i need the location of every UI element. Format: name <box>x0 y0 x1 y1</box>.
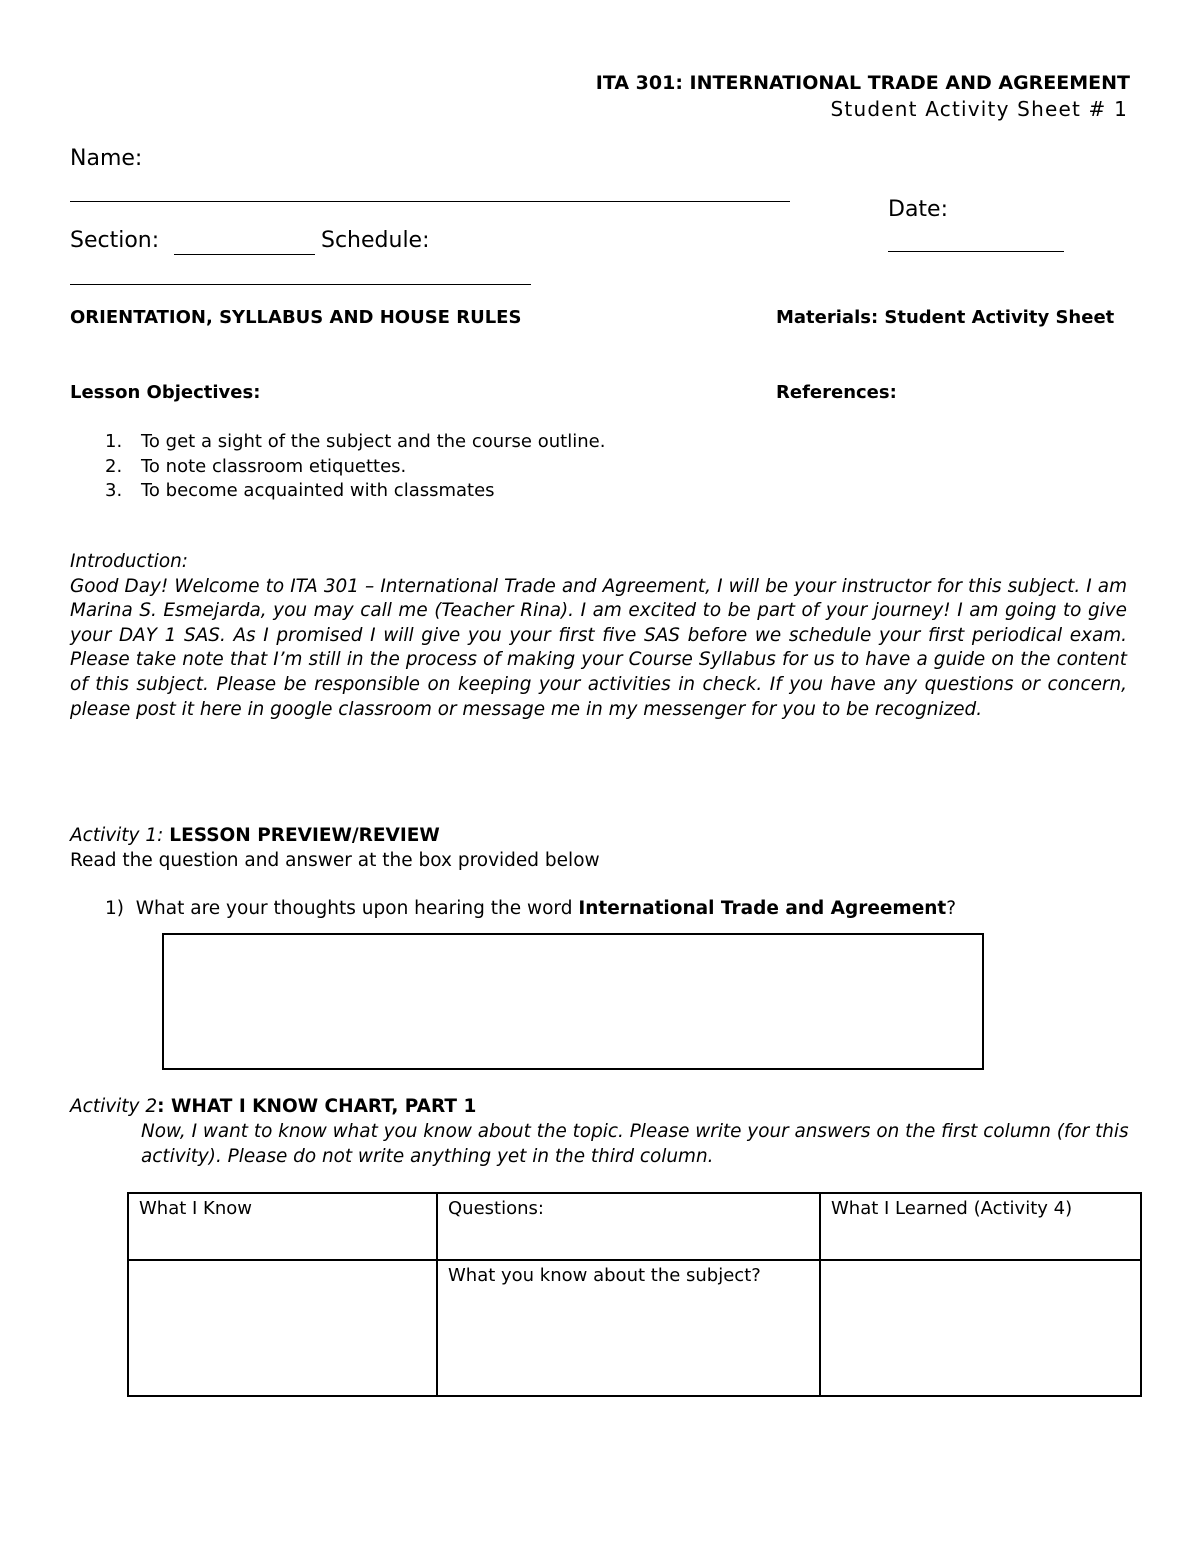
activity1-instruction: Read the question and answer at the box provided below <box>70 850 600 871</box>
date-label: Date: <box>888 197 948 222</box>
activity1-heading: Activity 1: LESSON PREVIEW/REVIEW <box>70 825 440 846</box>
introduction-text: Good Day! Welcome to ITA 301 – International Trade and Agreement, I will be your instructor for this subject. I am Marina S. Esmejarda, you may call me (Teacher Rina). I am excited to be part of your journey! I am going to give your DAY 1 SAS. As I promised I will give you your first five SAS before we schedule your first periodical exam. Please take note that I’m still in the process of making your Course Syllabus for us to have a guide on the content of this subject. Please be responsible on keeping your activities in check. If you have any questions or concern, please post it here in google classroom or message me in my messenger for you to be recognized. <box>70 575 1127 720</box>
header-what-i-learned: What I Learned (Activity 4) <box>820 1193 1141 1260</box>
table-row <box>128 1193 1141 1260</box>
activity1-question: 1) What are your thoughts upon hearing the word International Trade and Agreement? <box>105 898 957 919</box>
course-title: ITA 301: INTERNATIONAL TRADE AND AGREEMENT <box>595 72 1130 94</box>
name-field[interactable] <box>70 201 790 202</box>
references-label: References: <box>776 382 897 403</box>
what-i-know-chart <box>127 1192 1142 1397</box>
name-label: Name: <box>70 146 143 171</box>
table-row <box>128 1260 1141 1396</box>
activity2-heading: Activity 2: WHAT I KNOW CHART, PART 1 <box>70 1096 477 1117</box>
schedule-field[interactable] <box>70 284 531 285</box>
section-label: Section: <box>70 228 160 253</box>
what-i-learned-cell[interactable] <box>820 1260 1141 1396</box>
schedule-label: Schedule: <box>321 228 430 253</box>
objective-text: To become acquainted with classmates <box>141 480 495 502</box>
list-item: 2. To note classroom etiquettes. <box>105 455 605 480</box>
list-item: 1. To get a sight of the subject and the course outline. <box>105 430 605 455</box>
objective-text: To get a sight of the subject and the course outline. <box>141 431 606 452</box>
what-i-know-cell[interactable] <box>128 1260 437 1396</box>
list-item: 3. To become acquainted with classmates <box>105 479 605 504</box>
activity2-instruction: Now, I want to know what you know about the topic. Please write your answers on the first column (for this activity). Please do not write anything yet in the third column. <box>141 1121 1129 1167</box>
introduction <box>70 550 1127 722</box>
answer-box[interactable] <box>162 933 984 1070</box>
objective-text: To note classroom etiquettes. <box>141 455 407 477</box>
materials-label: Materials: Student Activity Sheet <box>776 307 1115 328</box>
lesson-title: ORIENTATION, SYLLABUS AND HOUSE RULES <box>70 307 522 328</box>
sheet-title: Student Activity Sheet # 1 <box>830 97 1128 121</box>
question-cell: What you know about the subject? <box>437 1260 820 1396</box>
introduction-label: Introduction: <box>70 551 188 572</box>
objectives-label: Lesson Objectives: <box>70 382 261 403</box>
section-field[interactable] <box>174 254 315 255</box>
date-field[interactable] <box>888 251 1064 252</box>
objectives-list <box>105 430 605 504</box>
header-questions: Questions: <box>437 1193 820 1260</box>
header-what-i-know: What I Know <box>128 1193 437 1260</box>
